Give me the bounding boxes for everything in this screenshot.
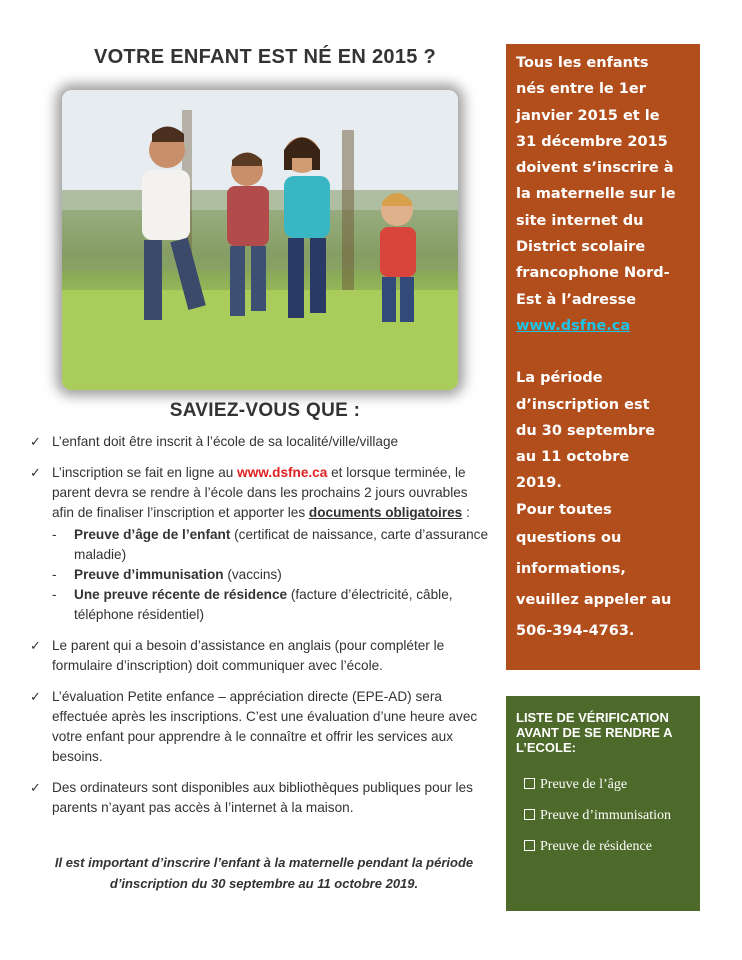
dsfne-sidebar-link[interactable]: www.dsfne.ca [516, 317, 631, 334]
list-item: ✓ L’enfant doit être inscrit à l’école de sa localité/ville/village [30, 432, 492, 452]
checklist-title: LISTE DE VÉRIFICATION AVANT DE SE RENDRE A L’ECOLE: [516, 710, 673, 755]
checklist-items [516, 777, 690, 855]
checkmark-icon: ✓ [30, 465, 41, 480]
list-item: ✓ Des ordinateurs sont disponibles aux bibliothèques publiques pour les parents n’ayant pas accès à l’internet à la maison. [30, 780, 473, 815]
document-item: - Une preuve récente de résidence (facture d’électricité, câble, téléphone résidentiel) [52, 587, 453, 622]
checkmark-icon: ✓ [30, 689, 41, 704]
section-subtitle: SAVIEZ-VOUS QUE : [169, 400, 361, 421]
checklist-item[interactable]: Preuve de l’âge [524, 777, 690, 793]
info-checklist [30, 432, 492, 829]
checkbox-icon[interactable] [524, 809, 535, 820]
checkmark-icon: ✓ [30, 780, 41, 795]
checklist-item[interactable]: Preuve de résidence [524, 839, 690, 855]
documents-heading: documents obligatoires [308, 505, 463, 520]
checklist-item[interactable]: Preuve d’immunisation [524, 808, 690, 824]
documents-list [52, 525, 492, 625]
document-item: - Preuve d’immunisation (vaccins) [52, 567, 282, 582]
document-item: - Preuve d’âge de l’enfant (certificat de naissance, carte d’assurance maladie) [52, 527, 489, 562]
checkbox-icon[interactable] [524, 778, 535, 789]
list-item: ✓ L’inscription se fait en ligne au www.dsfne.ca et lorsque terminée, le parent devra se rendre à l’école dans les prochains 2 jours ouvrables afin de finaliser l’inscription et apporter les documents obligatoires : - Preuve d’âge de l’enfant (certificat de naissance, carte d’assurance maladie) - Preuve d’immunisation (vaccins) - Une preuve récente de résidence (facture d’électricité, câble, téléphone résidentiel) [30, 463, 492, 625]
list-item: ✓ Le parent qui a besoin d’assistance en anglais (pour compléter le formulaire d’inscription) doit communiquer avec l’école. [30, 638, 445, 673]
checkmark-icon: ✓ [30, 638, 41, 653]
dsfne-link[interactable]: www.dsfne.ca [237, 465, 328, 480]
checkbox-icon[interactable] [524, 840, 535, 851]
registration-info-box: Tous les enfants nés entre le 1er janvier 2015 et le 31 décembre 2015 doivent s’inscrire à la maternelle sur le site internet du District scolaire francophone Nord- Est à l’adresse www.dsfne.ca La période d’inscription est du 30 septembre au 11 octobre 2019. Pour toutes questions ou informations, veuillez appeler au 506-394-4763. [506, 44, 700, 670]
page-title: VOTRE ENFANT EST NÉ EN 2015 ? [93, 46, 437, 68]
important-note: Il est important d’inscrire l’enfant à la maternelle pendant la période d’inscription du 30 septembre au 11 octobre 2019. [54, 855, 474, 891]
children-running-photo [62, 90, 458, 390]
checkmark-icon: ✓ [30, 434, 41, 449]
verification-checklist-box [506, 696, 700, 911]
list-item: ✓ L’évaluation Petite enfance – appréciation directe (EPE-AD) sera effectuée après les inscriptions. C’est une évaluation d’une heure avec votre enfant pour apprendre à le connaître et offrir les services aux besoins. [30, 689, 478, 764]
